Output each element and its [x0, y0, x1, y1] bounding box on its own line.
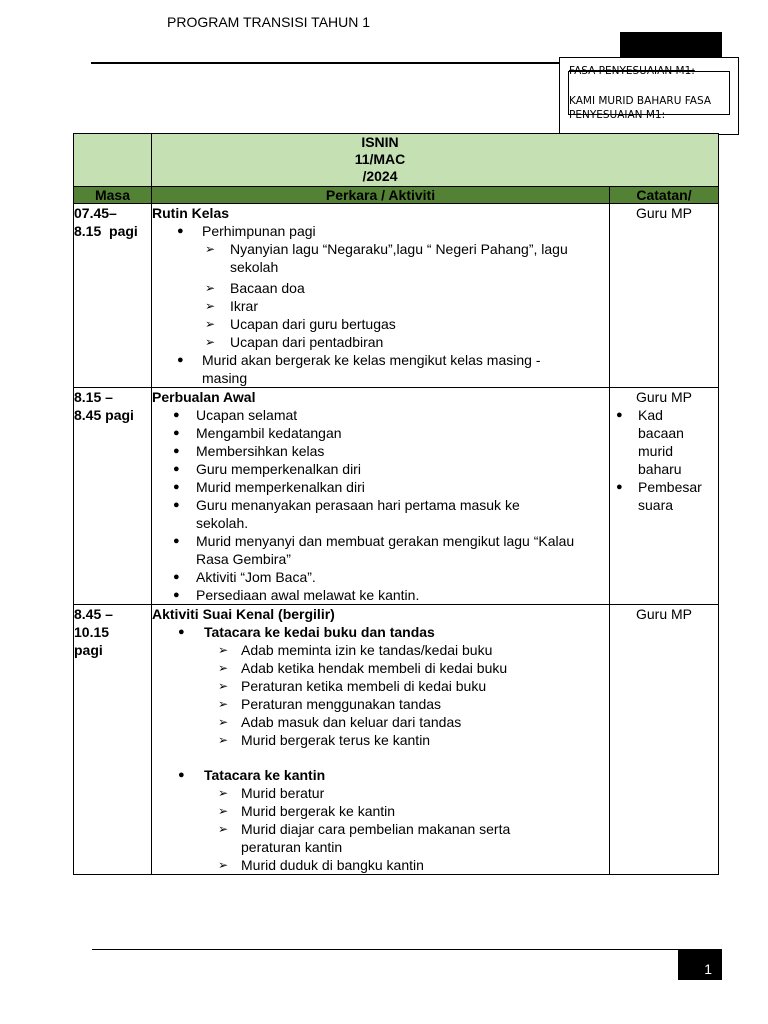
list-item: ● Murid memperkenalkan diri	[152, 478, 609, 496]
day-row	[74, 134, 719, 187]
table-row	[74, 204, 719, 388]
list-item: ● Persediaan awal melawat ke kantin.	[152, 586, 609, 604]
list-item: ➢ Ucapan dari pentadbiran	[152, 333, 609, 351]
list-item: ➢ Murid duduk di bangku kantin	[152, 856, 609, 874]
catatan-text: Guru MP	[635, 205, 692, 221]
list-item: ➢ Adab meminta izin ke tandas/kedai buku	[152, 641, 609, 659]
group-heading: ● Tatacara ke kantin	[152, 766, 609, 784]
list-item: ➢ Ucapan dari guru bertugas	[152, 315, 609, 333]
masa-cell	[74, 204, 152, 388]
list-item: ➢ Nyanyian lagu “Negaraku”,lagu “ Negeri Pahang”, lagu sekolah	[152, 240, 609, 276]
table-row	[74, 388, 719, 605]
day-name: ISNIN	[361, 134, 399, 150]
list-item: ● Ucapan selamat	[152, 406, 609, 424]
list-item: ● Aktiviti “Jom Baca”.	[152, 568, 609, 586]
header-black-tab	[620, 32, 722, 58]
list-item: ● Guru menanyakan perasaan hari pertama masuk ke sekolah.	[152, 496, 609, 532]
list-item: ➢ Murid bergerak ke kantin	[152, 802, 609, 820]
list-item: ● Guru memperkenalkan diri	[152, 460, 609, 478]
masa-cell	[74, 605, 152, 875]
fasa-line-2-text: KAMI MURID BAHARU FASA	[569, 95, 712, 107]
section-title: Aktiviti Suai Kenal (bergilir)	[152, 606, 335, 622]
list-item: ● Mengambil kedatangan	[152, 424, 609, 442]
list-item: ● Murid akan bergerak ke kelas mengikut kelas masing - masing	[152, 351, 609, 387]
aktiviti-cell	[152, 204, 610, 388]
section-title: Rutin Kelas	[152, 205, 230, 221]
list-item: ➢ Ikrar	[152, 297, 609, 315]
list-item: ➢ Murid beratur	[152, 784, 609, 802]
catatan-list	[610, 406, 718, 514]
catatan-text: Guru MP	[635, 389, 692, 405]
list-item: ➢ Bacaan doa	[152, 279, 609, 297]
catatan-cell	[610, 204, 719, 388]
masa-text: 07.45– 8.15 pagi	[74, 205, 138, 239]
table-row	[74, 605, 719, 875]
list-item: ➢ Murid diajar cara pembelian makanan serta peraturan kantin	[152, 820, 609, 856]
schedule-table	[73, 133, 719, 875]
header-rule	[91, 62, 561, 64]
list-item: ➢ Peraturan ketika membeli di kedai buku	[152, 677, 609, 695]
masa-text: 8.45 – 10.15 pagi	[74, 606, 113, 658]
aktiviti-cell	[152, 605, 610, 875]
catatan-item: ● Kad bacaan murid baharu	[638, 406, 698, 478]
list-item: ➢ Adab masuk dan keluar dari tandas	[152, 713, 609, 731]
fasa-line-3: PENYESUAIAN M1:	[569, 109, 666, 121]
footer-rule	[92, 949, 722, 950]
section-title: Perbualan Awal	[152, 389, 256, 405]
group-heading: ● Tatacara ke kedai buku dan tandas	[152, 623, 609, 641]
fasa-line-1: FASA PENYESUAIAN M1:	[569, 65, 695, 77]
day-date: 11/MAC	[354, 151, 406, 167]
col-header-aktiviti: Perkara / Aktiviti	[152, 187, 610, 204]
day-header-cell	[152, 134, 719, 187]
day-year: /2024	[362, 168, 398, 184]
catatan-cell	[610, 605, 719, 875]
list-item: ➢ Peraturan menggunakan tandas	[152, 695, 609, 713]
masa-text: 8.15 – 8.45 pagi	[74, 389, 134, 423]
column-header-row	[74, 187, 719, 204]
list-item: ➢ Murid bergerak terus ke kantin	[152, 731, 609, 749]
page-number: 1	[678, 950, 722, 980]
list-item: ● Perhimpunan pagi	[152, 222, 609, 240]
fasa-line-2	[569, 94, 737, 122]
masa-cell	[74, 388, 152, 605]
aktiviti-cell	[152, 388, 610, 605]
col-header-catatan: Catatan/	[610, 187, 719, 204]
list-item: ● Membersihkan kelas	[152, 442, 609, 460]
page-header-title: PROGRAM TRANSISI TAHUN 1	[167, 14, 371, 30]
spacer	[152, 749, 609, 766]
col-header-masa: Masa	[74, 187, 152, 204]
list-item: ➢ Adab ketika hendak membeli di kedai buku	[152, 659, 609, 677]
catatan-item: ● Pembesar suara	[638, 478, 714, 514]
catatan-cell	[610, 388, 719, 605]
fasa-text-box	[559, 57, 739, 135]
catatan-text: Guru MP	[635, 606, 692, 622]
list-item: ● Murid menyanyi dan membuat gerakan mengikut lagu “Kalau Rasa Gembira”	[152, 532, 609, 568]
